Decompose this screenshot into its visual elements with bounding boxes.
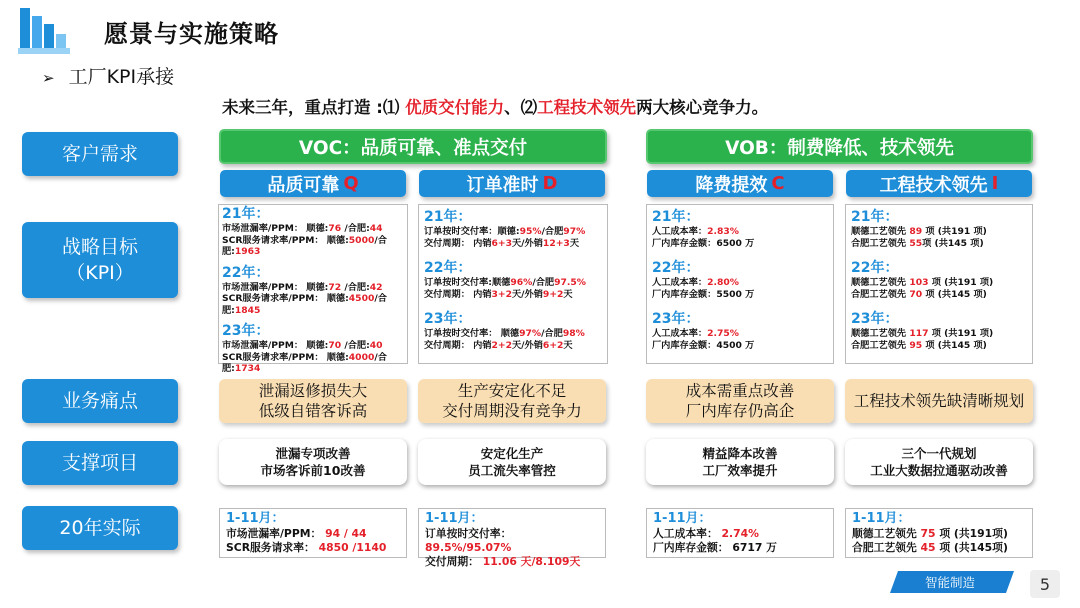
support-line: 精益降本改善	[702, 446, 778, 461]
intro-statement	[222, 94, 768, 118]
support-line: 泄漏专项改善	[275, 446, 351, 461]
row-label-strategy-line1: 战略目标	[61, 236, 138, 258]
support-line: 三个一代规划	[901, 446, 977, 461]
kpi-line: 订单按时交付率:顺德96%/合肥97.5%	[424, 277, 586, 288]
intro-highlight-delivery: 优质交付能力	[405, 98, 505, 117]
actual-period: 1-11月：	[852, 511, 911, 526]
kpi-line: 交付周期： 内销2+2天/外销6+2天	[424, 339, 573, 351]
row-label-pain: 业务痛点	[22, 379, 178, 423]
actual-line: SCR服务请求率： 4850 /1140	[226, 541, 387, 554]
kpi-year: 23年：	[851, 311, 899, 327]
col-header-letter: D	[542, 173, 558, 194]
support-line: 员工流失率管控	[468, 463, 556, 478]
kpi-line: 人工成本率：2.83%	[652, 226, 739, 237]
support-line: 安定化生产	[480, 446, 544, 461]
kpi-line: 肥:1845	[222, 304, 261, 316]
intro-part: 、⑵	[504, 98, 538, 117]
col-header-delivery	[419, 170, 605, 197]
kpi-year: 22年：	[652, 260, 700, 276]
support-innovation	[845, 439, 1033, 485]
col-header-letter: C	[771, 173, 785, 194]
col-header-label: 订单准时	[466, 174, 539, 196]
page-number: 5	[1030, 570, 1060, 598]
kpi-year: 23年：	[222, 323, 270, 339]
col-header-cost	[647, 170, 833, 197]
kpi-line: SCR服务请求率/PPM： 顺德:5000/合	[222, 234, 387, 246]
col-header-label: 工程技术领先	[879, 174, 988, 196]
kpi-line: 顺德工艺领先 103 项 (共191 项)	[851, 277, 994, 288]
kpi-line: 厂内库存金额：5500 万	[652, 288, 755, 300]
support-quality	[219, 439, 407, 485]
col-header-label: 品质可靠	[267, 174, 340, 196]
pain-innovation	[845, 379, 1033, 423]
row-label-actual: 20年实际	[22, 506, 178, 550]
kpi-line: 肥:1734	[222, 363, 261, 374]
company-logo	[18, 6, 78, 56]
kpi-line: 厂内库存金额：4500 万	[652, 339, 755, 351]
actual-line: 订单按时交付率： 89.5%/95.07%	[425, 527, 512, 554]
kpi-line: 人工成本率：2.75%	[652, 328, 739, 339]
kpi-year: 21年：	[424, 209, 472, 225]
kpi-year: 22年：	[222, 264, 270, 281]
actual-innovation	[845, 508, 1033, 558]
actual-line: 厂内库存金额： 6717 万	[653, 541, 777, 554]
kpi-year: 21年：	[851, 209, 899, 225]
footer-badge-text: 智能制造	[924, 575, 975, 590]
intro-highlight-tech: 工程技术领先	[537, 98, 637, 117]
kpi-line: 交付周期： 内销6+3天/外销12+3天	[424, 237, 579, 249]
kpi-box-delivery	[418, 204, 608, 364]
actual-period: 1-11月：	[226, 511, 285, 526]
row-label-strategy-line2: （KPI）	[66, 262, 134, 284]
intro-part: 未来三年，重点打造 :⑴	[222, 98, 406, 117]
kpi-year: 21年：	[222, 206, 270, 222]
kpi-line: SCR服务请求率/PPM： 顺德:4500/合	[222, 293, 387, 304]
support-line: 市场客诉前10改善	[260, 463, 366, 478]
pain-line: 生产安定化不足	[457, 382, 567, 400]
kpi-line: 订单按时交付率：顺德:95%/合肥97%	[424, 226, 586, 237]
support-cost	[646, 439, 834, 485]
kpi-year: 22年：	[851, 260, 899, 276]
kpi-line: 市场泄漏率/PPM： 顺德:76 /合肥:44	[222, 223, 383, 234]
kpi-box-innovation	[845, 204, 1033, 364]
pain-quality	[219, 379, 407, 423]
actual-line: 顺德工艺领先 75 项 (共191项)	[852, 527, 1008, 540]
kpi-box-cost	[646, 204, 834, 364]
actual-line: 人工成本率： 2.74%	[653, 527, 760, 540]
page-title: 愿景与实施策略	[104, 20, 279, 48]
arrow-bullet-icon: ➢	[42, 69, 55, 87]
pain-line: 工程技术领先缺清晰规划	[853, 392, 1025, 410]
kpi-line: 合肥工艺领先 70 项 (共145 项)	[851, 288, 987, 300]
pain-cost	[646, 379, 834, 423]
voc-header: VOC：品质可靠、准点交付	[219, 129, 607, 164]
row-label-strategy	[22, 222, 178, 298]
kpi-line: 市场泄漏率/PPM： 顺德:72 /合肥:42	[222, 281, 383, 293]
kpi-line: SCR服务请求率/PPM： 顺德:4000/合	[222, 351, 387, 363]
actual-line: 交付周期： 11.06 天/8.109天	[425, 555, 581, 568]
actual-quality	[219, 508, 407, 558]
actual-cost	[646, 508, 834, 558]
col-header-letter: Q	[343, 173, 359, 194]
kpi-line: 顺德工艺领先 89 项 (共191 项)	[851, 226, 987, 237]
vob-header: VOB：制费降低、技术领先	[646, 129, 1033, 164]
kpi-line: 交付周期： 内销3+2天/外销9+2天	[424, 288, 573, 300]
kpi-line: 合肥工艺领先 95 项 (共145 项)	[851, 339, 987, 351]
kpi-year: 21年：	[652, 209, 700, 225]
pain-delivery	[418, 379, 606, 423]
col-header-innovation	[846, 170, 1032, 197]
support-line: 工业大数据拉通驱动改善	[870, 463, 1008, 478]
pain-line: 厂内库存仍高企	[685, 402, 795, 420]
col-header-letter: I	[991, 173, 999, 194]
row-label-customer: 客户需求	[22, 132, 178, 176]
kpi-line: 厂内库存金额：6500 万	[652, 237, 755, 249]
pain-line: 成本需重点改善	[685, 382, 795, 400]
page-subtitle	[42, 62, 174, 89]
kpi-line: 市场泄漏率/PPM： 顺德:70 /合肥:40	[222, 340, 383, 351]
kpi-line: 顺德工艺领先 117 项 (共191 项)	[851, 328, 994, 339]
kpi-line: 合肥工艺领先 55项 (共145 项)	[851, 237, 984, 249]
pain-line: 低级自错客诉高	[258, 402, 368, 420]
actual-delivery	[418, 508, 606, 568]
actual-line: 合肥工艺领先 45 项 (共145项)	[852, 541, 1008, 554]
kpi-box-quality	[218, 204, 408, 374]
intro-part: 两大核心竞争力。	[636, 98, 769, 117]
actual-line: 市场泄漏率/PPM： 94 / 44	[226, 527, 367, 540]
support-delivery	[418, 439, 606, 485]
support-line: 工厂效率提升	[702, 463, 778, 478]
kpi-line: 人工成本率：2.80%	[652, 277, 739, 288]
kpi-line: 订单按时交付率： 顺德97%/合肥98%	[424, 328, 585, 339]
pain-line: 泄漏返修损失大	[258, 382, 368, 400]
kpi-year: 23年：	[424, 311, 472, 327]
kpi-year: 22年：	[424, 260, 472, 276]
actual-period: 1-11月：	[653, 511, 712, 526]
actual-period: 1-11月：	[425, 511, 484, 526]
pain-line: 交付周期没有竞争力	[442, 402, 582, 420]
row-label-support: 支撑项目	[22, 441, 178, 485]
col-header-quality	[220, 170, 406, 197]
kpi-year: 23年：	[652, 311, 700, 327]
col-header-label: 降费提效	[695, 174, 768, 196]
subtitle-text: 工厂KPI承接	[68, 66, 175, 88]
kpi-line: 肥:1963	[222, 246, 261, 257]
